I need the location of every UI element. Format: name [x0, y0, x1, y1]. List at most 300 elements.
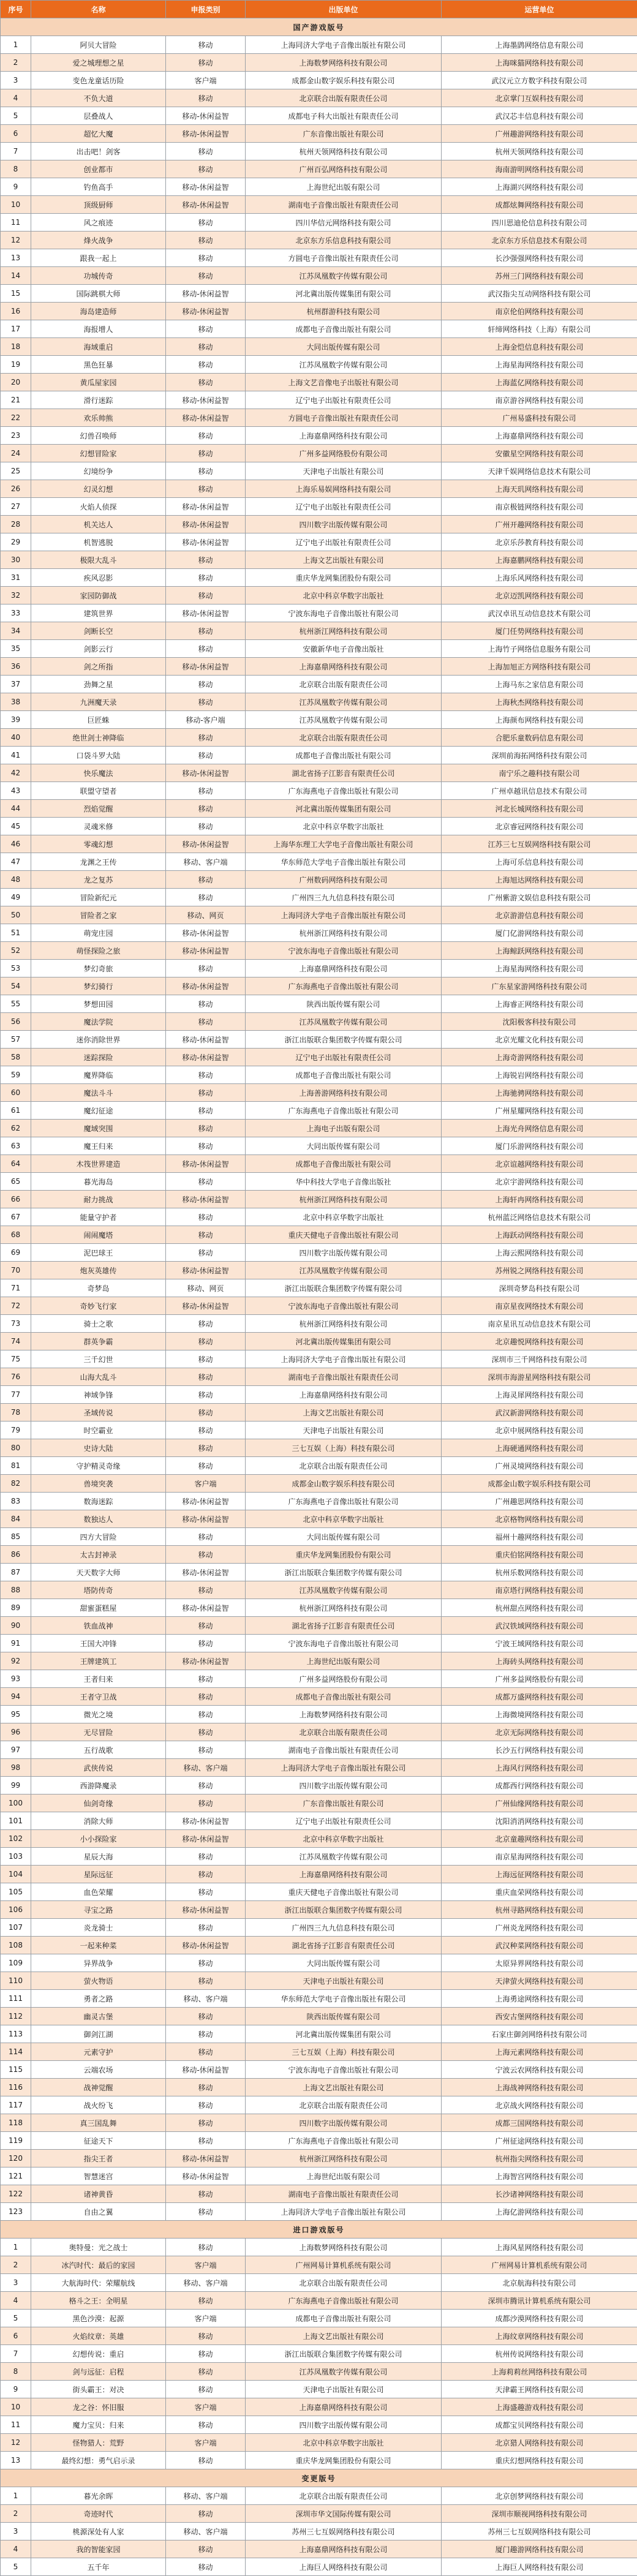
cell-operator: 北京中展网络科技有限公司	[442, 1422, 637, 1439]
cell-operator: 成都西行网络科技有限公司	[442, 1777, 637, 1795]
cell-publisher: 上海数梦网络科技有限公司	[246, 1706, 442, 1723]
cell-category: 移动	[166, 480, 246, 498]
cell-index: 75	[1, 1350, 31, 1368]
cell-name: 暮光海岛	[31, 1173, 166, 1191]
cell-operator: 南京星讯互动信息技术有限公司	[442, 1315, 637, 1333]
cell-operator: 广州开趣网络科技有限公司	[442, 516, 637, 533]
cell-operator: 上海鲸跃网络科技有限公司	[442, 942, 637, 960]
cell-category: 移动-休闲益智	[166, 285, 246, 303]
cell-operator: 南京极链网络科技有限公司	[442, 498, 637, 516]
cell-operator: 北京游游信息科技有限公司	[442, 906, 637, 924]
cell-index: 35	[1, 640, 31, 658]
cell-operator: 杭州指尖网络科技有限公司	[442, 2150, 637, 2167]
cell-publisher: 上海巨人网络科技有限公司	[246, 2558, 442, 2576]
cell-category: 移动-休闲益智	[166, 1262, 246, 1279]
cell-name: 梦想田园	[31, 995, 166, 1013]
cell-index: 29	[1, 533, 31, 551]
cell-name: 骑士之歌	[31, 1315, 166, 1333]
cell-category: 移动	[166, 1688, 246, 1706]
table-row	[1, 1848, 637, 1866]
cell-publisher: 宁波东海电子音像出版社有限公司	[246, 2061, 442, 2079]
cell-category: 移动、客户端	[166, 1759, 246, 1777]
cell-name: 守护精灵奇缘	[31, 1457, 166, 1475]
cell-operator: 杭州甜点网络科技有限公司	[442, 1599, 637, 1617]
cell-index: 64	[1, 1155, 31, 1173]
table-row	[1, 1297, 637, 1315]
cell-operator: 杭州传说网络科技有限公司	[442, 2345, 637, 2363]
cell-operator: 武汉新游网络科技有限公司	[442, 1404, 637, 1422]
cell-index: 99	[1, 1777, 31, 1795]
cell-index: 92	[1, 1652, 31, 1670]
cell-operator: 苏州三七互娱网络科技有限公司	[442, 2523, 637, 2540]
cell-publisher: 上海数梦网络科技有限公司	[246, 2239, 442, 2256]
cell-index: 2	[1, 2256, 31, 2274]
cell-name: 灵魂米修	[31, 818, 166, 835]
cell-name: 机关达人	[31, 516, 166, 533]
table-row	[1, 587, 637, 604]
cell-name: 风之痕迹	[31, 214, 166, 232]
cell-publisher: 四川数字出版传媒有限公司	[246, 2114, 442, 2132]
cell-publisher: 上海同济大学电子音像出版社有限公司	[246, 1759, 442, 1777]
cell-operator: 石家庄御剑网络科技有限公司	[442, 2025, 637, 2043]
cell-name: 耐力挑战	[31, 1191, 166, 1208]
cell-name: 山海大乱斗	[31, 1368, 166, 1386]
cell-index: 102	[1, 1830, 31, 1848]
cell-category: 移动	[166, 640, 246, 658]
table-row	[1, 2398, 637, 2416]
cell-index: 66	[1, 1191, 31, 1208]
cell-publisher: 杭州浙江网络科技有限公司	[246, 1599, 442, 1617]
cell-category: 移动	[166, 1244, 246, 1262]
cell-name: 剑之所指	[31, 658, 166, 676]
cell-operator: 广州征途网络科技有限公司	[442, 2132, 637, 2150]
cell-category: 移动	[166, 1972, 246, 1990]
table-row	[1, 747, 637, 764]
cell-operator: 广州炎龙网络科技有限公司	[442, 1919, 637, 1937]
cell-publisher: 三七互娱（上海）科技有限公司	[246, 2043, 442, 2061]
cell-operator: 深圳奇梦岛科技有限公司	[442, 1279, 637, 1297]
cell-name: 出击吧！剑客	[31, 143, 166, 160]
cell-operator: 成都三国网络科技有限公司	[442, 2114, 637, 2132]
cell-publisher: 北京中科京华数字出版社	[246, 818, 442, 835]
cell-category: 移动	[166, 1173, 246, 1191]
cell-name: 勇者之路	[31, 1990, 166, 2008]
cell-operator: 杭州蓝泛网络信息技术有限公司	[442, 1208, 637, 1226]
cell-name: 火焰纹章：英雄	[31, 2327, 166, 2345]
cell-category: 移动-休闲益智	[166, 1564, 246, 1581]
cell-publisher: 方圆电子音像出版社有限责任公司	[246, 249, 442, 267]
cell-index: 86	[1, 1546, 31, 1564]
table-row	[1, 2381, 637, 2398]
cell-operator: 天津霸王网络科技有限公司	[442, 2381, 637, 2398]
cell-publisher: 辽宁电子出版社有限责任公司	[246, 391, 442, 409]
cell-category: 移动	[166, 1120, 246, 1137]
cell-name: 龙之复苏	[31, 871, 166, 889]
cell-index: 116	[1, 2079, 31, 2096]
cell-name: 奥特曼：光之战士	[31, 2239, 166, 2256]
cell-category: 移动	[166, 1226, 246, 1244]
cell-category: 移动	[166, 1670, 246, 1688]
cell-name: 功城传奇	[31, 267, 166, 285]
cell-publisher: 上海嘉鼎网络科技有限公司	[246, 2540, 442, 2558]
table-row	[1, 676, 637, 693]
cell-index: 9	[1, 2381, 31, 2398]
cell-name: 幻想冒险家	[31, 445, 166, 462]
cell-operator: 上海云熙网络科技有限公司	[442, 1244, 637, 1262]
table-row	[1, 1599, 637, 1617]
cell-operator: 成都宝贝网络科技有限公司	[442, 2416, 637, 2434]
cell-name: 太古封神录	[31, 1546, 166, 1564]
table-row	[1, 1795, 637, 1812]
section-title: 国产游戏版号	[1, 18, 637, 36]
cell-publisher: 北京联合出版有限责任公司	[246, 676, 442, 693]
cell-publisher: 广东海燕电子音像出版社有限公司	[246, 977, 442, 995]
cell-publisher: 上海嘉鼎网络科技有限公司	[246, 427, 442, 445]
table-row	[1, 1422, 637, 1439]
cell-operator: 深圳市三千网络科技有限公司	[442, 1350, 637, 1368]
table-row	[1, 1475, 637, 1493]
cell-name: 超忆大魔	[31, 125, 166, 143]
cell-category: 移动-休闲益智	[166, 1937, 246, 1954]
cell-category: 移动、客户端	[166, 1990, 246, 2008]
cell-category: 移动	[166, 889, 246, 906]
table-row	[1, 2025, 637, 2043]
cell-name: 魔王归来	[31, 1137, 166, 1155]
cell-category: 移动	[166, 818, 246, 835]
cell-name: 魔界降临	[31, 1066, 166, 1084]
cell-operator: 广东星家游网络科技有限公司	[442, 977, 637, 995]
cell-operator: 沈阳极客科技有限公司	[442, 1013, 637, 1031]
cell-operator: 北京趣悦网络科技有限公司	[442, 1333, 637, 1350]
cell-operator: 太原异界网络科技有限公司	[442, 1954, 637, 1972]
cell-index: 103	[1, 1848, 31, 1866]
cell-name: 塔防传奇	[31, 1581, 166, 1599]
table-row	[1, 2061, 637, 2079]
cell-publisher: 大同出版传媒有限公司	[246, 1954, 442, 1972]
cell-publisher: 华中科技大学电子音像出版社	[246, 1173, 442, 1191]
cell-publisher: 江苏凤凰数字传媒有限公司	[246, 711, 442, 729]
cell-category: 移动-休闲益智	[166, 1191, 246, 1208]
table-row	[1, 1084, 637, 1102]
cell-index: 10	[1, 2398, 31, 2416]
cell-name: 奇妙飞行家	[31, 1297, 166, 1315]
table-row	[1, 2256, 637, 2274]
cell-operator: 深圳市腾讯计算机系统有限公司	[442, 2292, 637, 2310]
cell-name: 无尽冒险	[31, 1723, 166, 1741]
table-row	[1, 2452, 637, 2469]
table-row	[1, 1226, 637, 1244]
cell-operator: 上海湖兴网络科技有限公司	[442, 178, 637, 196]
cell-index: 39	[1, 711, 31, 729]
cell-name: 神域争锋	[31, 1386, 166, 1404]
cell-name: 黄瓜屋家园	[31, 374, 166, 391]
cell-operator: 成都万盛网络科技有限公司	[442, 1688, 637, 1706]
cell-name: 滑行迷踪	[31, 391, 166, 409]
cell-category: 移动	[166, 871, 246, 889]
cell-publisher: 广东海燕电子音像出版社有限公司	[246, 1493, 442, 1510]
cell-publisher: 江苏凤凰数字传媒有限公司	[246, 2363, 442, 2381]
cell-category: 移动	[166, 1404, 246, 1422]
table-row	[1, 1031, 637, 1049]
table-row	[1, 1972, 637, 1990]
cell-operator: 厦门趣游网络科技有限公司	[442, 2540, 637, 2558]
cell-publisher: 大同出版传媒有限公司	[246, 1137, 442, 1155]
cell-name: 阿贝大冒险	[31, 36, 166, 54]
cell-name: 劲舞之星	[31, 676, 166, 693]
cell-category: 移动	[166, 1102, 246, 1120]
cell-publisher: 湖南电子音像出版社有限责任公司	[246, 2185, 442, 2203]
cell-category: 移动	[166, 1333, 246, 1350]
cell-publisher: 上海同济大学电子音像出版社有限公司	[246, 906, 442, 924]
cell-category: 移动	[166, 2540, 246, 2558]
cell-publisher: 北京联合出版有限责任公司	[246, 1723, 442, 1741]
cell-index: 96	[1, 1723, 31, 1741]
cell-operator: 上海可乐信息科技有限公司	[442, 853, 637, 871]
cell-category: 移动	[166, 2185, 246, 2203]
cell-name: 能量守护者	[31, 1208, 166, 1226]
cell-category: 客户端	[166, 72, 246, 89]
cell-category: 移动-休闲益智	[166, 977, 246, 995]
cell-publisher: 北京中科京华数字出版社	[246, 1208, 442, 1226]
table-row	[1, 2043, 637, 2061]
cell-publisher: 四川数字出版传媒有限公司	[246, 1244, 442, 1262]
table-row	[1, 800, 637, 818]
cell-operator: 广州星耀网络科技有限公司	[442, 1102, 637, 1120]
table-row	[1, 1866, 637, 1883]
cell-category: 移动、网页	[166, 906, 246, 924]
cell-publisher: 广东海燕电子音像出版社有限公司	[246, 2132, 442, 2150]
table-row	[1, 977, 637, 995]
cell-index: 56	[1, 1013, 31, 1031]
cell-operator: 北京战火网络科技有限公司	[442, 2096, 637, 2114]
table-row	[1, 2239, 637, 2256]
cell-publisher: 广东海燕电子音像出版社有限公司	[246, 1102, 442, 1120]
cell-operator: 南京星夜网络技术有限公司	[442, 1297, 637, 1315]
cell-index: 32	[1, 587, 31, 604]
cell-index: 40	[1, 729, 31, 747]
cell-name: 火焰人侦探	[31, 498, 166, 516]
table-row	[1, 1102, 637, 1120]
cell-publisher: 上海同济大学电子音像出版社有限公司	[246, 2203, 442, 2221]
cell-category: 移动	[166, 214, 246, 232]
table-row	[1, 1812, 637, 1830]
cell-publisher: 成都电子音像出版社有限公司	[246, 1066, 442, 1084]
cell-name: 幻境纷争	[31, 462, 166, 480]
cell-name: 我的智能家园	[31, 2540, 166, 2558]
cell-index: 118	[1, 2114, 31, 2132]
cell-publisher: 天津电子出版社有限公司	[246, 462, 442, 480]
cell-index: 85	[1, 1528, 31, 1546]
cell-publisher: 方圆电子音像出版社有限责任公司	[246, 409, 442, 427]
cell-publisher: 广州数码网络科技有限公司	[246, 871, 442, 889]
cell-publisher: 重庆天健电子音像出版社有限公司	[246, 1226, 442, 1244]
cell-publisher: 深圳市华文国际传媒有限公司	[246, 2505, 442, 2523]
cell-index: 54	[1, 977, 31, 995]
cell-index: 8	[1, 2363, 31, 2381]
cell-name: 龙渊之王传	[31, 853, 166, 871]
cell-name: 三千幻世	[31, 1350, 166, 1368]
cell-index: 57	[1, 1031, 31, 1049]
cell-category: 移动	[166, 2416, 246, 2434]
cell-operator: 深圳市顺视网络科技有限公司	[442, 2505, 637, 2523]
cell-category: 移动	[166, 1350, 246, 1368]
table-row	[1, 1493, 637, 1510]
table-row	[1, 1546, 637, 1564]
table-row	[1, 2132, 637, 2150]
cell-operator: 北京猎人网络科技有限公司	[442, 2434, 637, 2452]
cell-operator: 北京创梦网络科技有限公司	[442, 2487, 637, 2505]
table-row	[1, 356, 637, 374]
cell-index: 4	[1, 2292, 31, 2310]
cell-index: 110	[1, 1972, 31, 1990]
cell-index: 15	[1, 285, 31, 303]
cell-publisher: 广州多益网络股份有限公司	[246, 1670, 442, 1688]
cell-name: 烽火战争	[31, 232, 166, 249]
table-row	[1, 889, 637, 906]
table-row	[1, 516, 637, 533]
cell-operator: 南京塔行网络科技有限公司	[442, 1581, 637, 1599]
cell-publisher: 辽宁电子出版社有限责任公司	[246, 1812, 442, 1830]
cell-operator: 厦门任势网络科技有限公司	[442, 622, 637, 640]
cell-name: 消除大师	[31, 1812, 166, 1830]
table-row	[1, 2345, 637, 2363]
table-row	[1, 303, 637, 320]
cell-publisher: 成都金山数字娱乐科技有限公司	[246, 1475, 442, 1493]
cell-name: 剑影云行	[31, 640, 166, 658]
table-row	[1, 427, 637, 445]
cell-index: 5	[1, 2310, 31, 2327]
cell-index: 13	[1, 2452, 31, 2469]
cell-name: 黑色狂暴	[31, 356, 166, 374]
cell-index: 1	[1, 2239, 31, 2256]
table-row	[1, 160, 637, 178]
cell-publisher: 四川数字出版传媒有限公司	[246, 516, 442, 533]
table-row	[1, 729, 637, 747]
table-row	[1, 693, 637, 711]
cell-name: 创业都市	[31, 160, 166, 178]
col-header-publisher: 出版单位	[246, 1, 442, 18]
cell-name: 萌宠庄园	[31, 924, 166, 942]
cell-index: 43	[1, 782, 31, 800]
cell-publisher: 华东师范大学电子音像出版社有限公司	[246, 853, 442, 871]
table-row	[1, 107, 637, 125]
table-row	[1, 1688, 637, 1706]
cell-index: 83	[1, 1493, 31, 1510]
cell-name: 西游降魔录	[31, 1777, 166, 1795]
cell-publisher: 宁波东海电子音像出版社有限公司	[246, 1635, 442, 1652]
cell-operator: 上海勇途网络科技有限公司	[442, 1990, 637, 2008]
table-row	[1, 1208, 637, 1226]
cell-index: 3	[1, 72, 31, 89]
table-row	[1, 72, 637, 89]
cell-publisher: 重庆华龙网集团股份有限公司	[246, 2452, 442, 2469]
cell-category: 移动	[166, 1848, 246, 1866]
cell-index: 11	[1, 2416, 31, 2434]
table-header-row	[1, 1, 637, 18]
cell-operator: 上海蓝亿网络科技有限公司	[442, 374, 637, 391]
cell-name: 群英争霸	[31, 1333, 166, 1350]
cell-operator: 武汉指尖互动网络科技有限公司	[442, 285, 637, 303]
cell-category: 移动	[166, 2381, 246, 2398]
cell-category: 移动	[166, 2239, 246, 2256]
cell-publisher: 四川华信元网络科技有限公司	[246, 214, 442, 232]
cell-category: 移动	[166, 800, 246, 818]
cell-index: 73	[1, 1315, 31, 1333]
table-row	[1, 267, 637, 285]
cell-category: 移动	[166, 1013, 246, 1031]
cell-category: 移动-休闲益智	[166, 533, 246, 551]
cell-index: 12	[1, 2434, 31, 2452]
cell-index: 65	[1, 1173, 31, 1191]
table-row	[1, 1706, 637, 1723]
cell-publisher: 浙江出版联合集团数字传媒有限公司	[246, 1901, 442, 1919]
cell-category: 移动-休闲益智	[166, 1049, 246, 1066]
cell-operator: 天津千娱网络信息技术有限公司	[442, 462, 637, 480]
cell-publisher: 北京联合出版有限责任公司	[246, 1457, 442, 1475]
cell-category: 移动、客户端	[166, 853, 246, 871]
table-row	[1, 232, 637, 249]
cell-index: 104	[1, 1866, 31, 1883]
cell-index: 49	[1, 889, 31, 906]
cell-name: 迷踪探险	[31, 1049, 166, 1066]
cell-publisher: 湖北省扬子江影音有限责任公司	[246, 1617, 442, 1635]
cell-category: 移动	[166, 160, 246, 178]
cell-publisher: 四川数字出版传媒有限公司	[246, 2416, 442, 2434]
cell-category: 移动	[166, 2043, 246, 2061]
cell-operator: 上海轩冉网络科技有限公司	[442, 1191, 637, 1208]
cell-operator: 北京宇游网络科技有限公司	[442, 1173, 637, 1191]
cell-category: 移动	[166, 338, 246, 356]
cell-category: 移动	[166, 2132, 246, 2150]
table-row	[1, 1635, 637, 1652]
table-row	[1, 2505, 637, 2523]
cell-index: 105	[1, 1883, 31, 1901]
cell-category: 移动	[166, 1581, 246, 1599]
cell-index: 22	[1, 409, 31, 427]
cell-publisher: 上海善游网络科技有限公司	[246, 1084, 442, 1102]
table-row	[1, 1262, 637, 1279]
table-row	[1, 1937, 637, 1954]
cell-name: 炎龙骑士	[31, 1919, 166, 1937]
cell-name: 魔域突围	[31, 1120, 166, 1137]
cell-name: 迷你消除世界	[31, 1031, 166, 1049]
cell-index: 9	[1, 178, 31, 196]
cell-index: 17	[1, 320, 31, 338]
cell-name: 快乐魔法	[31, 764, 166, 782]
cell-operator: 上海盛趣游戏科技有限公司	[442, 2398, 637, 2416]
cell-category: 移动	[166, 747, 246, 764]
cell-publisher: 上海世纪出版有限公司	[246, 178, 442, 196]
cell-operator: 成都沙漠网络科技有限公司	[442, 2310, 637, 2327]
table-row	[1, 711, 637, 729]
table-row	[1, 2523, 637, 2540]
cell-publisher: 成都电子音像出版社有限公司	[246, 1155, 442, 1173]
cell-name: 顶级厨师	[31, 196, 166, 214]
cell-name: 木筏世界建造	[31, 1155, 166, 1173]
table-row	[1, 995, 637, 1013]
cell-category: 移动	[166, 676, 246, 693]
cell-name: 魔法学院	[31, 1013, 166, 1031]
cell-index: 8	[1, 160, 31, 178]
cell-name: 层叠战人	[31, 107, 166, 125]
cell-operator: 上海巨人网络科技有限公司	[442, 2558, 637, 2576]
cell-name: 王者归来	[31, 1670, 166, 1688]
cell-index: 93	[1, 1670, 31, 1688]
cell-category: 移动	[166, 1315, 246, 1333]
cell-operator: 广州紫游文娱信息科技有限公司	[442, 889, 637, 906]
cell-category: 移动-休闲益智	[166, 107, 246, 125]
cell-publisher: 苏州三七互娱网络科技有限公司	[246, 2523, 442, 2540]
